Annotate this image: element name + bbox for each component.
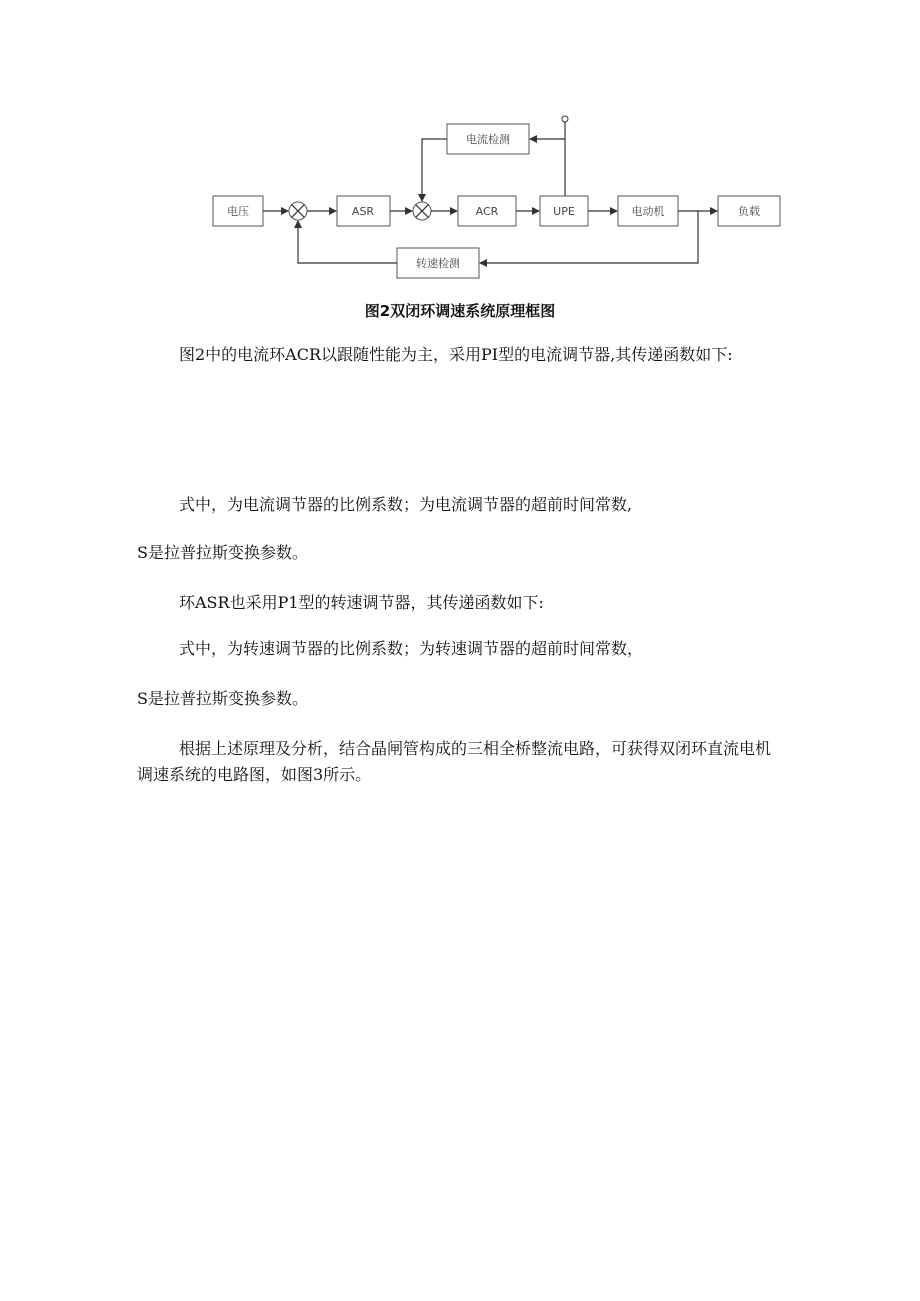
- paragraph-6: S是拉普拉斯变换参数。: [137, 689, 308, 708]
- paragraph-3: S是拉普拉斯变换参数。: [137, 543, 308, 562]
- paragraph-5: 式中，为转速调节器的比例系数；为转速调节器的超前时间常数，: [179, 639, 644, 658]
- paragraph-4: 环ASR也采用P1型的转速调节器，其传递函数如下:: [179, 593, 544, 612]
- paragraph-1: 图2中的电流环ACR以跟随性能为主，采用PI型的电流调节器,其传递函数如下:: [179, 345, 733, 364]
- paragraph-7: 根据上述原理及分析，结合晶闸管构成的三相全桥整流电路，可获得双闭环直流电机调速系统的电路图，如图3所示。: [137, 739, 772, 784]
- upe-label: UPE: [553, 205, 575, 218]
- speed-detect-label: 转速检测: [416, 257, 460, 270]
- current-detect-label: 电流检测: [466, 133, 510, 146]
- figure-caption: 图2双闭环调速系统原理框图: [364, 302, 556, 320]
- load-label: 负载: [738, 205, 760, 218]
- asr-label: ASR: [351, 205, 375, 218]
- acr-label: ACR: [475, 205, 499, 218]
- voltage-label: 电压: [227, 205, 249, 218]
- motor-label: 电动机: [631, 205, 665, 218]
- paragraph-2: 式中，为电流调节器的比例系数；为电流调节器的超前时间常数,: [179, 495, 633, 514]
- block-diagram: [200, 110, 790, 285]
